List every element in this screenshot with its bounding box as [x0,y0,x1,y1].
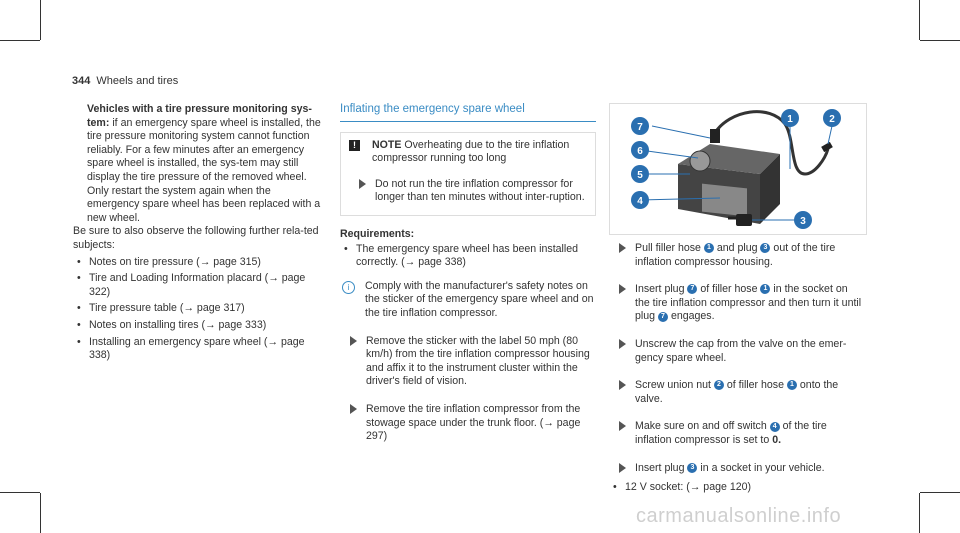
callout-2-label: 2 [829,114,835,125]
note-box [340,132,596,216]
callout-6-label: 6 [637,146,643,157]
callout-1-ref: 1 [760,284,770,294]
requirement-item [340,243,596,270]
step-text: of the tire inflation compressor is set to [635,420,827,446]
compressor-illustration [610,104,866,234]
column-right [609,242,865,495]
tpms-text: if an emergency spare wheel is installed, the tire pressure monitoring system cannot function reliably. For a few minutes after an emergency spare wheel is installed, the sys-tem may still display the tire pressure of the removed wheel. Only restart the system again when the emergency spare wheel has been replaced with a new wheel. [87,116,321,224]
callout-3-ref: 3 [687,463,697,473]
callout-line [652,126,710,138]
link-placard[interactable]: Tire and Loading Information placard (→ page 322) [89,272,306,298]
step-arrow-icon [350,404,357,414]
crop-mark [919,0,920,40]
step-text: Remove the tire inflation compressor from the stowage space under the trunk floor. (→ page 297) [366,402,581,443]
step-text: Screw union nut [635,379,711,392]
step-text: Insert plug [635,283,685,296]
link-pressure-table[interactable]: Tire pressure table (→ page 317) [89,302,245,315]
callout-1-ref: 1 [704,243,714,253]
step-arrow-icon [619,421,626,431]
note-step [349,178,587,205]
requirements-label: Requirements: [340,227,415,240]
note-label: NOTE [372,138,402,151]
info-icon: i [342,281,355,294]
crop-mark [0,492,40,493]
callout-4-ref: 4 [770,422,780,432]
step-text: Make sure on and off switch [635,420,767,433]
tpms-heading: Vehicles with a tire pressure monitoring sys-tem: [87,103,312,129]
note-text: Overheating due to the tire inflation compressor running too long [372,138,570,165]
plug [736,214,752,226]
info-note [340,280,596,321]
step-text: of filler hose [700,283,758,296]
callout-7-ref: 7 [687,284,697,294]
list-item [73,319,325,333]
step [609,420,865,447]
step-text: Unscrew the cap from the valve on the emer-gency spare wheel. [635,337,847,364]
callout-line [828,126,832,144]
column-middle [340,103,596,444]
callout-3-label: 3 [800,216,806,227]
switch-position: 0. [772,433,782,446]
requirement-text: The emergency spare wheel has been installed correctly. (→ page 338) [356,242,579,269]
callout-3-ref: 3 [760,243,770,253]
list-item [73,336,325,363]
crop-mark [920,40,960,41]
step [609,379,865,406]
step-arrow-icon [619,463,626,473]
info-text: Comply with the manufacturer's safety notes on the sticker of the emergency spare wheel and on the tire inflation compressor. [365,279,594,319]
callout-5-label: 5 [637,170,643,181]
step-text: Remove the sticker with the label 50 mph (80 km/h) from the tire inflation compressor housing and affix it to the instrument cluster within the driver's field of vision. [366,334,590,388]
hose-holder [710,129,720,143]
callout-7-ref: 7 [658,312,668,322]
note-step-text: Do not run the tire inflation compressor for longer than ten minutes without inter-ruption. [375,177,585,204]
step-text: Pull filler hose [635,242,701,254]
callout-2-ref: 2 [714,380,724,390]
watermark: carmanualsonline.info [636,505,842,527]
page-header [72,75,178,87]
step [609,283,865,324]
link-tire-pressure[interactable]: Notes on tire pressure (→ page 315) [89,255,261,268]
crop-mark [920,492,960,493]
crop-mark [0,40,40,41]
compressor-label [702,184,747,217]
step-text: in a socket in your vehicle. [700,461,825,474]
step-text: out of the tire inflation compressor housing. [635,242,836,268]
pressure-gauge [690,151,710,171]
step-arrow-icon [619,243,626,253]
step [340,403,596,444]
step-text: onto the valve. [635,379,839,405]
step-arrow-icon [359,179,366,189]
list-item [609,481,865,495]
step [609,242,865,269]
see-also-text: Be sure to also observe the following further rela-ted subjects: [73,225,319,251]
callout-4-label: 4 [637,196,643,207]
compressor-figure [609,103,867,235]
step-arrow-icon [350,336,357,346]
warning-icon: ! [349,140,360,151]
step-text: in the socket on the tire inflation compressor and then turn it until plug [635,283,862,323]
step [340,335,596,389]
step [609,462,865,476]
tpms-note [73,103,325,225]
section-title: Wheels and tires [96,75,179,87]
step-text: and plug [716,242,758,254]
list-item [73,256,325,270]
list-item [73,302,325,316]
callout-7-label: 7 [637,122,643,133]
link-installing-tires[interactable]: Notes on installing tires (→ page 333) [89,318,267,331]
crop-mark [919,493,920,533]
step-arrow-icon [619,380,626,390]
column-left [73,103,325,363]
step-text: engages. [670,310,715,323]
callout-1-label: 1 [787,114,793,125]
link-spare-wheel[interactable]: Installing an emergency spare wheel (→ page 338) [89,335,305,362]
list-item [73,272,325,299]
crop-mark [40,493,41,533]
crop-mark [40,0,41,40]
step-text: Insert plug [635,461,685,474]
step-arrow-icon [619,339,626,349]
step [609,338,865,365]
step-text: of filler hose [726,379,784,392]
page-number: 344 [72,75,91,87]
step-arrow-icon [619,284,626,294]
link-socket[interactable]: 12 V socket: (→ page 120) [625,481,752,494]
section-heading: Inflating the emergency spare wheel [340,103,596,122]
callout-1-ref: 1 [787,380,797,390]
